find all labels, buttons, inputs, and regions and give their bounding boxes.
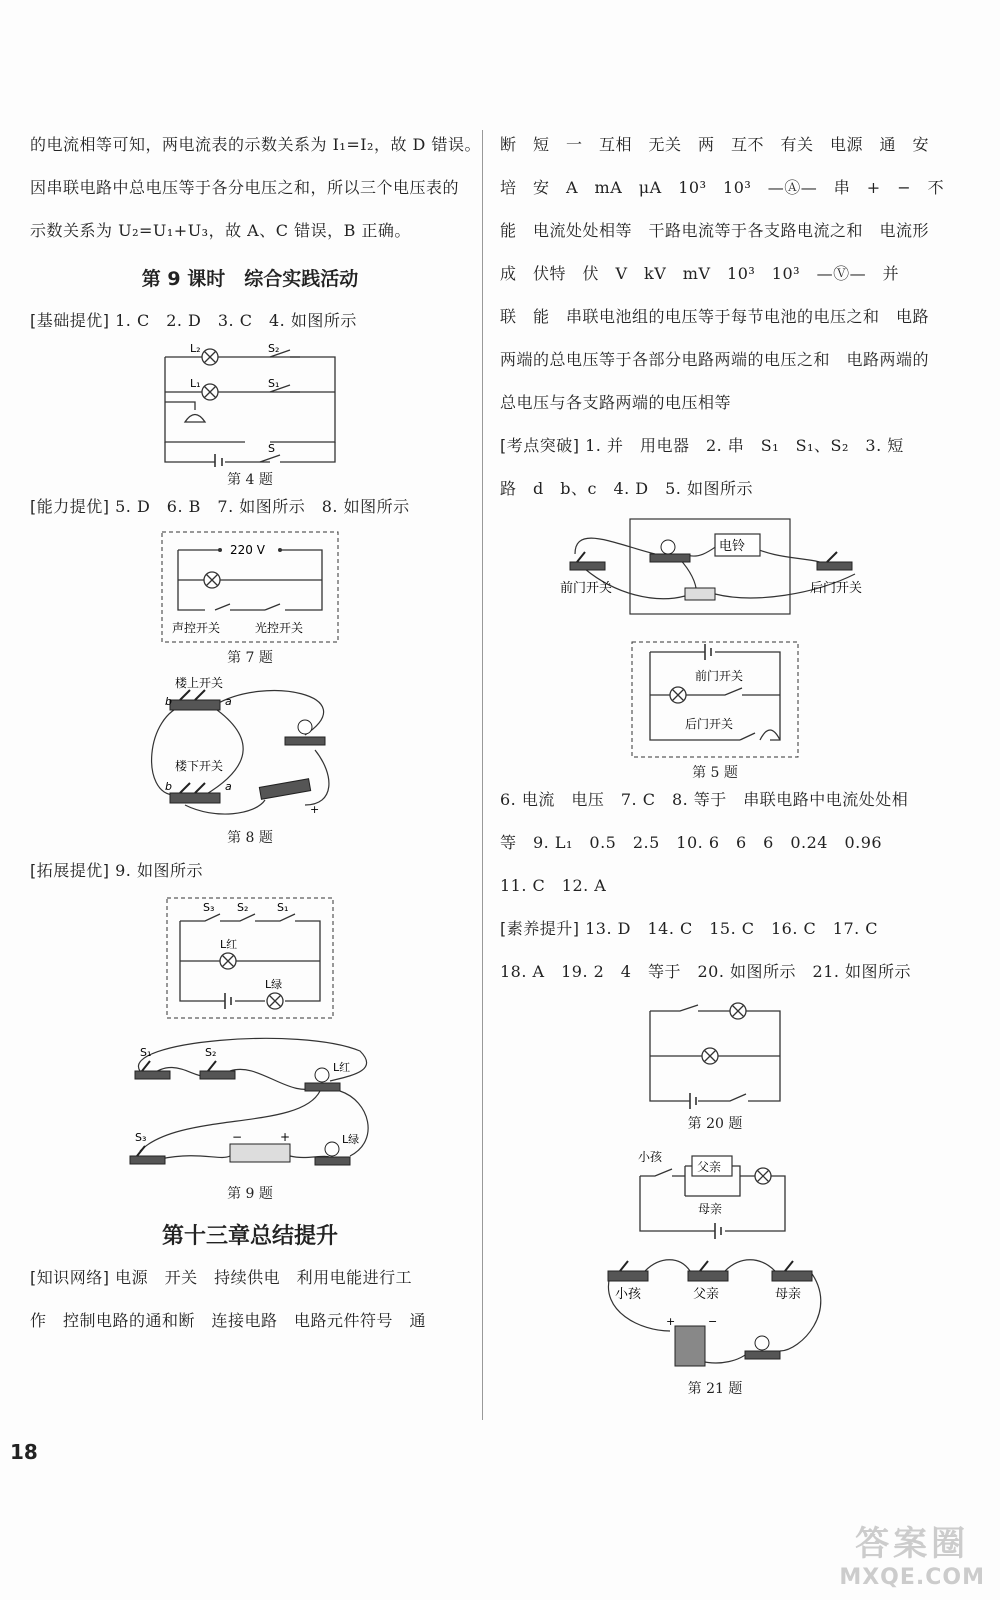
- fig4-label: L₁: [190, 377, 201, 390]
- basic-answers: [30, 311, 470, 331]
- fig21b-label: +: [666, 1315, 676, 1328]
- fig20-caption: 第 20 题: [687, 1116, 743, 1132]
- intro-line: 示数关系为 U₂=U₁+U₃，故 A、C 错误，B 正确。: [30, 221, 411, 240]
- suyang-line: 18. A 19. 2 4 等于 20. 如图所示 21. 如图所示: [500, 962, 912, 981]
- fig5a-diagram: [555, 514, 875, 624]
- fig5b-circuit: [630, 640, 800, 760]
- fig21-caption: 第 21 题: [687, 1381, 743, 1397]
- kaodian-line: 路 d b、c 4. D 5. 如图所示: [500, 479, 753, 498]
- fig9a-circuit: [165, 896, 335, 1021]
- kaodian-text: 1. 并 用电器 2. 串 S₁ S₁、S₂ 3. 短: [585, 436, 904, 455]
- lesson-title: 第 9 课时 综合实践活动: [141, 268, 359, 290]
- left-column: [30, 135, 481, 1354]
- fig5b-label: 前门开关: [695, 669, 744, 683]
- fig8-circuit: [135, 675, 365, 825]
- watermark-line2: MXQE.COM: [839, 1565, 985, 1590]
- fig21a-label: 父亲: [697, 1160, 722, 1174]
- ability-tag: [能力提优]: [30, 497, 110, 516]
- summary-line: 联 能 串联电池组的电压等于每节电池的电压之和 电路: [500, 307, 930, 326]
- fig9b-circuit: [120, 1031, 380, 1181]
- intro-line: 的电流相等可知，两电流表的示数关系为 I₁=I₂，故 D 错误。: [30, 135, 481, 154]
- answers-line: 6. 电流 电压 7. C 8. 等于 串联电路中电流处处相: [500, 790, 909, 809]
- fig4-label: L₂: [190, 342, 201, 355]
- fig9b-label: L绿: [342, 1133, 360, 1146]
- page-number: 18: [10, 1440, 38, 1464]
- answers-line: 11. C 12. A: [500, 876, 607, 895]
- fig9a-label: L绿: [265, 978, 283, 991]
- fig9b-label: −: [232, 1130, 243, 1144]
- fig8-label: a: [225, 695, 232, 708]
- fig7-voltage: 220 V: [230, 543, 265, 557]
- fig21a-circuit: [630, 1141, 800, 1241]
- suyang-line: [500, 919, 930, 939]
- fig21b-label: 小孩: [615, 1287, 642, 1302]
- fig9a-label: S₁: [277, 901, 289, 914]
- fig4-label: S: [268, 442, 275, 455]
- fig8-label: b: [165, 695, 172, 708]
- column-divider: [482, 130, 483, 1420]
- ability-answers: [30, 497, 470, 517]
- fig21b-diagram: [600, 1251, 830, 1376]
- knowledge-line: [30, 1268, 470, 1288]
- fig8-label: a: [225, 780, 232, 793]
- fig9a-label: S₃: [203, 901, 215, 914]
- summary-line: 成 伏特 伏 V kV mV 10³ 10³ —Ⓥ— 并: [500, 264, 900, 283]
- fig8-label: b: [165, 780, 172, 793]
- fig4-label: S₂: [268, 342, 280, 355]
- basic-answers-text: 1. C 2. D 3. C 4. 如图所示: [115, 311, 357, 330]
- suyang-text: 13. D 14. C 15. C 16. C 17. C: [585, 919, 879, 938]
- watermark-line1: 答案圈: [855, 1524, 970, 1564]
- fig4-label: S₁: [268, 377, 280, 390]
- chapter-title: 第十三章总结提升: [161, 1224, 338, 1249]
- suyang-tag: [素养提升]: [500, 919, 580, 938]
- summary-line: 两端的总电压等于各部分电路两端的电压之和 电路两端的: [500, 350, 930, 369]
- fig8-label: +: [310, 803, 320, 816]
- fig21b-label: 母亲: [775, 1287, 802, 1302]
- fig21a-label: 母亲: [698, 1202, 723, 1216]
- fig9b-label: S₁: [140, 1046, 152, 1059]
- fig8-caption: 第 8 题: [227, 830, 273, 846]
- fig7-label: 光控开关: [255, 621, 304, 635]
- summary-line: 能 电流处处相等 干路电流等于各支路电流之和 电流形: [500, 221, 930, 240]
- fig9b-label: S₂: [205, 1046, 217, 1059]
- fig9-caption: 第 9 题: [227, 1186, 273, 1202]
- fig9a-label: S₂: [237, 901, 249, 914]
- basic-tag: [基础提优]: [30, 311, 110, 330]
- summary-line: 培 安 A mA μA 10³ 10³ —Ⓐ— 串 + − 不: [500, 178, 945, 197]
- knowledge-line: 作 控制电路的通和断 连接电路 电路元件符号 通: [30, 1311, 427, 1330]
- fig5b-label: 后门开关: [685, 717, 734, 731]
- watermark: [839, 1516, 985, 1590]
- fig9a-label: L红: [220, 938, 238, 951]
- fig7-circuit: [160, 530, 340, 645]
- fig8-label: 楼上开关: [175, 676, 224, 690]
- fig5a-label: 电铃: [719, 539, 746, 554]
- extend-answers-text: 9. 如图所示: [115, 861, 203, 880]
- fig9b-label: S₃: [135, 1131, 147, 1144]
- ability-answers-text: 5. D 6. B 7. 如图所示 8. 如图所示: [115, 497, 410, 516]
- fig9b-label: L红: [333, 1061, 351, 1074]
- intro-line: 因串联电路中总电压等于各分电压之和，所以三个电压表的: [30, 178, 460, 197]
- fig7-caption: 第 7 题: [227, 650, 273, 666]
- fig8-label: 楼下开关: [175, 759, 224, 773]
- answers-line: 等 9. L₁ 0.5 2.5 10. 6 6 6 0.24 0.96: [500, 833, 883, 852]
- extend-tag: [拓展提优]: [30, 861, 110, 880]
- right-column: [500, 135, 945, 1406]
- fig4-circuit: [150, 342, 350, 467]
- summary-line: 断 短 一 互相 无关 两 互不 有关 电源 通 安: [500, 135, 930, 154]
- kaodian-tag: [考点突破]: [500, 436, 580, 455]
- fig20-circuit: [640, 1001, 790, 1111]
- fig5-caption: 第 5 题: [692, 765, 738, 781]
- knowledge-tag: [知识网络]: [30, 1268, 110, 1287]
- knowledge-text: 电源 开关 持续供电 利用电能进行工: [115, 1268, 413, 1287]
- fig9b-label: +: [280, 1130, 291, 1144]
- fig4-caption: 第 4 题: [227, 472, 273, 488]
- summary-line: 总电压与各支路两端的电压相等: [500, 393, 732, 412]
- fig21b-label: −: [708, 1315, 718, 1328]
- fig7-label: 声控开关: [172, 621, 221, 635]
- extend-answers: [30, 861, 470, 881]
- fig21a-label: 小孩: [638, 1150, 663, 1164]
- fig5a-label: 后门开关: [810, 581, 863, 596]
- fig5a-label: 前门开关: [560, 581, 613, 596]
- kaodian-line: [500, 436, 930, 456]
- fig21b-label: 父亲: [693, 1287, 720, 1302]
